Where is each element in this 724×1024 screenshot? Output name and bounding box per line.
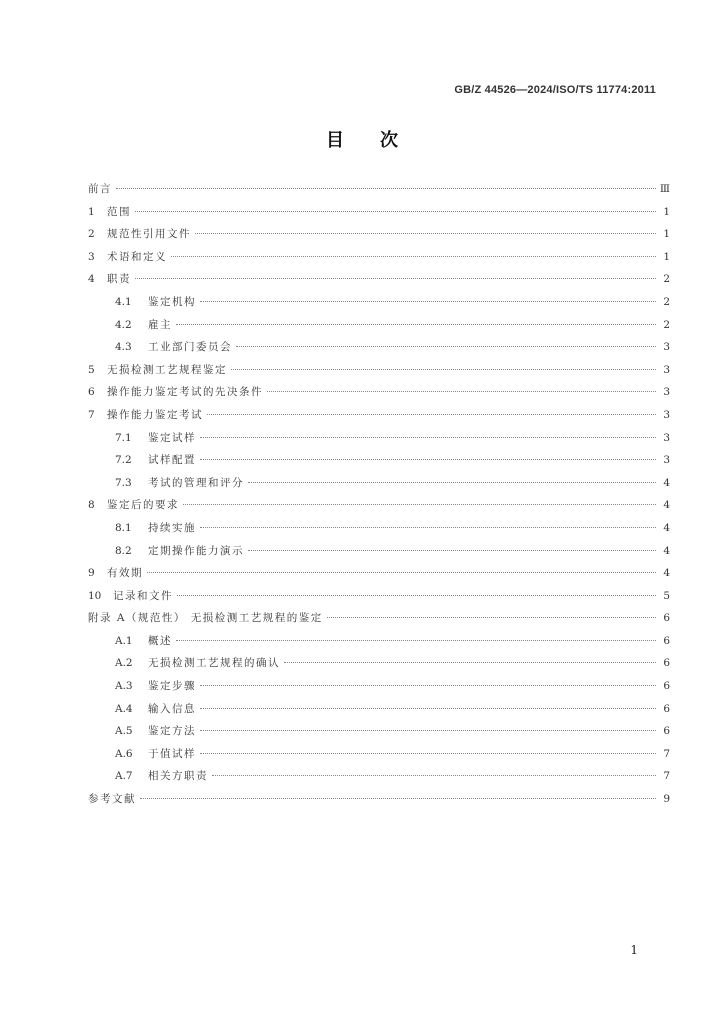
toc-entry-label: 前言 — [88, 183, 112, 195]
dot-leader — [135, 278, 656, 279]
toc-entry-page: 3 — [663, 454, 670, 467]
toc-entry-page: 3 — [663, 408, 670, 421]
dot-leader — [171, 256, 656, 257]
toc-entry[interactable] — [88, 271, 670, 294]
toc-entry[interactable] — [88, 362, 670, 385]
toc-entry-label: 有效期 — [107, 567, 143, 580]
toc-entry-number: 7.2 — [115, 454, 132, 467]
toc-entry-number: A.7 — [115, 770, 133, 783]
standard-number: GB/Z 44526—2024/ISO/TS 11774:2011 — [454, 84, 656, 96]
toc-entry-number: 5 — [88, 363, 95, 376]
toc-entry[interactable] — [88, 768, 670, 791]
dot-leader — [200, 459, 656, 460]
toc-entry-number: 7 — [88, 408, 95, 421]
toc-entry[interactable] — [88, 452, 670, 475]
toc-entry-label: 鉴定步骤 — [148, 680, 196, 693]
page-number: 1 — [630, 943, 638, 957]
toc-entry[interactable] — [88, 791, 670, 814]
toc-entry-page: 2 — [663, 273, 670, 286]
toc-entry-label: 试样配置 — [148, 454, 196, 467]
toc-entry-number: 4.1 — [115, 295, 132, 308]
toc-entry-page: 3 — [663, 386, 670, 399]
toc-entry-label: 持续实施 — [148, 521, 196, 534]
toc-entry-page: 1 — [663, 205, 670, 218]
dot-leader — [231, 369, 656, 370]
toc-entry-label: 鉴定机构 — [148, 295, 196, 308]
toc-entry[interactable] — [88, 226, 670, 249]
toc-entry-number: A.6 — [115, 747, 133, 760]
toc-entry-number: 4.2 — [115, 318, 132, 331]
toc-entry-label: 雇主 — [148, 318, 172, 331]
toc-entry[interactable] — [88, 655, 670, 678]
toc-entry-number: 8.2 — [115, 544, 132, 557]
toc-entry-label: 职责 — [107, 273, 131, 286]
toc-entry-number: 1 — [88, 205, 95, 218]
toc-entry-number: A.1 — [115, 634, 133, 647]
toc-entry-label: 鉴定方法 — [148, 725, 196, 738]
toc-entry[interactable] — [88, 249, 670, 272]
toc-entry-label: 无损检测工艺规程的确认 — [148, 657, 280, 670]
toc-entry-label: 鉴定试样 — [148, 431, 196, 444]
toc-entry-page: 7 — [663, 770, 670, 783]
toc-entry[interactable] — [88, 701, 670, 724]
dot-leader — [147, 572, 656, 573]
toc-entry-label: 概述 — [148, 634, 172, 647]
toc-entry-page: 4 — [663, 476, 670, 489]
toc-entry-label: 定期操作能力演示 — [148, 544, 244, 557]
toc-entry[interactable] — [88, 678, 670, 701]
toc-entry[interactable] — [88, 520, 670, 543]
toc-entry-number: 7.3 — [115, 476, 132, 489]
toc-entry-label: 输入信息 — [148, 702, 196, 715]
toc-entry-label: 附录 A（规范性） 无损检测工艺规程的鉴定 — [88, 612, 323, 625]
toc-entry-number: 8 — [88, 499, 95, 512]
dot-leader — [207, 414, 656, 415]
toc-entry-number: 3 — [88, 250, 95, 263]
toc-entry-label: 无损检测工艺规程鉴定 — [107, 363, 227, 376]
dot-leader — [140, 798, 656, 799]
toc-entry-label: 相关方职责 — [148, 770, 208, 783]
toc-entry[interactable] — [88, 181, 670, 204]
toc-entry-page: 6 — [663, 657, 670, 670]
toc-entry-page: 6 — [663, 634, 670, 647]
toc-entry-page: 7 — [663, 747, 670, 760]
toc-entry[interactable] — [88, 746, 670, 769]
table-of-contents — [88, 181, 670, 814]
toc-entry[interactable] — [88, 633, 670, 656]
toc-entry-page: 4 — [663, 499, 670, 512]
toc-entry[interactable] — [88, 543, 670, 566]
dot-leader — [177, 595, 656, 596]
toc-entry-number: A.2 — [115, 657, 133, 670]
dot-leader — [200, 753, 656, 754]
dot-leader — [267, 391, 656, 392]
toc-entry[interactable] — [88, 294, 670, 317]
toc-entry-page: 6 — [663, 612, 670, 625]
dot-leader — [248, 550, 656, 551]
toc-entry-number: A.4 — [115, 702, 133, 715]
dot-leader — [200, 437, 656, 438]
toc-entry-page: 4 — [663, 544, 670, 557]
toc-entry-label: 工业部门委员会 — [148, 341, 232, 354]
toc-entry[interactable] — [88, 497, 670, 520]
toc-entry-label: 术语和定义 — [107, 250, 167, 263]
dot-leader — [327, 617, 656, 618]
dot-leader — [248, 482, 656, 483]
toc-entry[interactable] — [88, 204, 670, 227]
toc-entry-number: 4 — [88, 273, 95, 286]
dot-leader — [200, 527, 656, 528]
toc-entry-label: 范围 — [107, 205, 131, 218]
dot-leader — [200, 685, 656, 686]
toc-entry-number: 6 — [88, 386, 95, 399]
toc-entry-number: 4.3 — [115, 341, 132, 354]
toc-entry[interactable] — [88, 475, 670, 498]
toc-entry-label: 鉴定后的要求 — [107, 499, 179, 512]
toc-entry[interactable] — [88, 610, 670, 633]
toc-entry-page: 1 — [663, 228, 670, 241]
dot-leader — [200, 730, 656, 731]
toc-entry-number: 7.1 — [115, 431, 132, 444]
toc-entry-number: A.3 — [115, 680, 133, 693]
toc-entry-page: 1 — [663, 250, 670, 263]
dot-leader — [195, 233, 656, 234]
toc-entry-page: 2 — [663, 295, 670, 308]
dot-leader — [212, 775, 656, 776]
toc-entry-label: 于值试样 — [148, 747, 196, 760]
toc-entry-page: 3 — [663, 363, 670, 376]
toc-entry-label: 参考文献 — [88, 793, 136, 806]
toc-entry-label: 记录和文件 — [113, 589, 173, 602]
toc-entry-number: A.5 — [115, 725, 133, 738]
toc-entry-number: 9 — [88, 567, 95, 580]
toc-entry-page: 3 — [663, 431, 670, 444]
toc-entry-page: 6 — [663, 680, 670, 693]
toc-entry[interactable] — [88, 565, 670, 588]
toc-entry[interactable] — [88, 723, 670, 746]
toc-entry-label: 考试的管理和评分 — [148, 476, 244, 489]
toc-entry-number: 2 — [88, 228, 95, 241]
toc-entry[interactable] — [88, 407, 670, 430]
dot-leader — [236, 346, 656, 347]
toc-entry-page: 2 — [663, 318, 670, 331]
toc-entry[interactable] — [88, 384, 670, 407]
toc-entry-page: 4 — [663, 567, 670, 580]
dot-leader — [200, 301, 656, 302]
toc-entry-label: 操作能力鉴定考试的先决条件 — [107, 386, 263, 399]
dot-leader — [116, 188, 656, 189]
dot-leader — [200, 708, 656, 709]
toc-entry[interactable] — [88, 588, 670, 611]
dot-leader — [135, 211, 656, 212]
toc-entry-page: 4 — [663, 521, 670, 534]
toc-entry-number: 10 — [88, 589, 102, 602]
toc-entry-label: 规范性引用文件 — [107, 228, 191, 241]
dot-leader — [183, 504, 656, 505]
toc-entry-page: 6 — [663, 725, 670, 738]
toc-entry-page: 5 — [663, 589, 670, 602]
toc-entry[interactable] — [88, 317, 670, 340]
toc-entry[interactable] — [88, 430, 670, 453]
toc-entry-page: 9 — [663, 793, 670, 806]
dot-leader — [176, 640, 656, 641]
toc-entry-page: 3 — [663, 341, 670, 354]
toc-entry[interactable] — [88, 339, 670, 362]
dot-leader — [176, 324, 656, 325]
toc-entry-page: Ⅲ — [659, 183, 670, 195]
toc-entry-label: 操作能力鉴定考试 — [107, 408, 203, 421]
page-title: 目次 — [326, 130, 434, 151]
toc-entry-page: 6 — [663, 702, 670, 715]
toc-entry-number: 8.1 — [115, 521, 132, 534]
dot-leader — [284, 662, 656, 663]
